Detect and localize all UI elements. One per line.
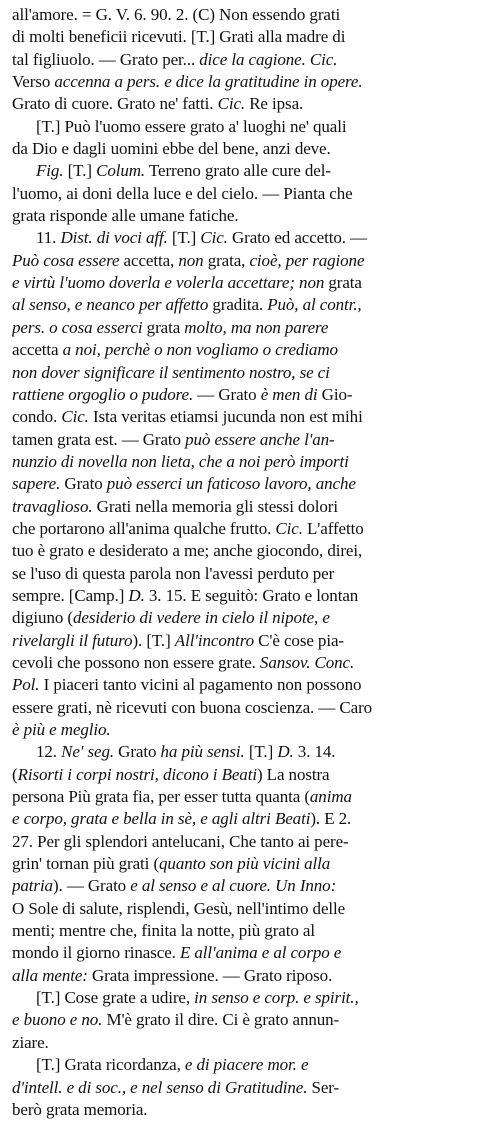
roman-text: [T.] <box>244 742 278 762</box>
italic-text: D. <box>277 742 294 762</box>
italic-text: Colum. <box>96 161 146 181</box>
text-line <box>12 160 468 182</box>
roman-text: 12. <box>36 742 62 762</box>
text-line <box>12 920 468 942</box>
italic-text: nunzio di novella non lieta, che a noi però importi <box>12 451 349 471</box>
text-line <box>12 473 468 495</box>
roman-text: accetta, <box>119 250 179 270</box>
text-line <box>12 272 468 294</box>
text-line <box>12 451 468 473</box>
text-line <box>12 853 468 875</box>
italic-text: Pol. <box>12 675 40 695</box>
roman-text: tuo è grato e desiderato a me; anche giocondo, direi, <box>12 541 363 561</box>
roman-text: Grati nella memoria gli stessi dolori <box>92 496 338 516</box>
text-line <box>12 719 468 741</box>
roman-text: all'amore. = G. V. 6. 90. 2. (C) Non essendo grati <box>12 5 341 24</box>
roman-text: I piaceri tanto vicini al pagamento non possono <box>39 675 362 695</box>
roman-text: Grato <box>60 474 107 494</box>
roman-text: Verso <box>12 72 55 92</box>
text-line <box>12 831 468 853</box>
text-line <box>12 1054 468 1076</box>
roman-text: Grata impressione. — Grato riposo. <box>87 965 333 985</box>
italic-text: può essere anche l'an- <box>185 429 335 449</box>
text-line <box>12 540 468 562</box>
roman-text: ) La nostra <box>256 764 330 784</box>
roman-text: Terreno grato alle cure del- <box>145 161 331 181</box>
text-line <box>12 607 468 629</box>
text-line <box>12 875 468 897</box>
roman-text: condo. <box>12 407 62 427</box>
text-line <box>12 1009 468 1031</box>
roman-text: C'è cose pia- <box>254 630 344 650</box>
italic-text: al senso, e neanco per affetto <box>12 295 209 315</box>
italic-text: D. <box>128 585 145 605</box>
text-line <box>12 741 468 763</box>
roman-text: che portarono all'anima qualche frutto. <box>12 518 276 538</box>
text-line <box>12 116 468 138</box>
italic-text: rattiene orgoglio o pudore. <box>12 384 194 404</box>
roman-text: ). — Grato <box>52 876 131 896</box>
italic-text: Può cosa essere <box>12 250 120 270</box>
text-line <box>12 563 468 585</box>
italic-text: e buono e no. <box>12 1010 103 1030</box>
italic-text: accenna a pers. e dice la gratitudine in opere. <box>54 72 363 92</box>
text-line <box>12 965 468 987</box>
text-line <box>12 1099 468 1121</box>
roman-text: 3. 15. E seguitò: Grato e lontan <box>144 585 359 605</box>
text-line <box>12 227 468 249</box>
italic-text: sapere. <box>12 474 61 494</box>
italic-text: non <box>178 250 204 270</box>
italic-text: Risorti i corpi nostri, dicono i Beati <box>17 764 257 784</box>
text-line <box>12 294 468 316</box>
roman-text: — Grato <box>193 384 261 404</box>
roman-text: [T.] Può l'uomo essere grato a' luoghi ne' quali <box>36 116 347 136</box>
italic-text: pers. o cosa esserci <box>12 317 143 337</box>
italic-text: Cic. <box>200 228 228 248</box>
text-line <box>12 674 468 696</box>
italic-text: anima <box>309 787 352 807</box>
text-line <box>12 898 468 920</box>
text-line <box>12 406 468 428</box>
italic-text: Sansov. Conc. <box>259 652 355 672</box>
roman-text: Re ipsa. <box>245 94 304 114</box>
text-line <box>12 71 468 93</box>
italic-text: è men di <box>260 384 318 404</box>
text-line <box>12 808 468 830</box>
roman-text: [T.] Grata ricordanza, <box>36 1055 185 1075</box>
roman-text: tal figliuolo. — Grato per... <box>12 49 200 69</box>
roman-text: Grato ed accetto. — <box>227 228 367 248</box>
text-line <box>12 362 468 384</box>
text-line <box>12 183 468 205</box>
italic-text: è più e meglio. <box>12 720 111 739</box>
text-line <box>12 697 468 719</box>
italic-text: non dover significare il sentimento nostro, se ci <box>12 362 330 382</box>
italic-text: e di piacere mor. e <box>184 1055 309 1075</box>
roman-text: ( <box>12 764 18 784</box>
roman-text: Gio- <box>317 384 353 404</box>
italic-text: Dist. di voci aff. <box>60 228 168 248</box>
text-line <box>12 4 468 26</box>
italic-text: patria <box>12 876 53 896</box>
roman-text: 11. <box>36 228 61 248</box>
text-line <box>12 317 468 339</box>
italic-text: quanto son più vicini alla <box>159 854 331 874</box>
italic-text: e corpo, grata e bella in sè, e agli altri Beati <box>12 809 311 829</box>
text-line <box>12 339 468 361</box>
italic-text: Può, al contr., <box>267 295 362 315</box>
italic-text: Cic. <box>275 518 303 538</box>
text-line <box>12 49 468 71</box>
roman-text: [T.] <box>63 161 97 181</box>
roman-text: gradita. <box>208 295 268 315</box>
text-line <box>12 1077 468 1099</box>
italic-text: travaglioso. <box>12 496 93 516</box>
italic-text: rivelargli il futuro <box>12 630 133 650</box>
italic-text: Ne' seg. <box>61 742 114 762</box>
roman-text: cevoli che possono non essere grate. <box>12 652 260 672</box>
roman-text: Grato <box>114 742 161 762</box>
roman-text: M'è grato il dire. Ci è grato annun- <box>102 1010 340 1030</box>
roman-text: 27. Per gli splendori antelucani, Che tanto ai pere- <box>12 831 349 851</box>
text-line <box>12 652 468 674</box>
text-line <box>12 250 468 272</box>
italic-text: molto, ma non parere <box>184 317 329 337</box>
text-line <box>12 1032 468 1054</box>
roman-text: L'affetto <box>302 518 364 538</box>
italic-text: E all'anima e al corpo e <box>179 943 342 963</box>
italic-text: Cic. <box>61 407 89 427</box>
roman-text: grata risponde alle umane fatiche. <box>12 206 239 226</box>
roman-text: [T.] <box>167 228 201 248</box>
text-line <box>12 630 468 652</box>
roman-text: grin' tornan più grati ( <box>12 854 160 874</box>
roman-text: digiuno ( <box>12 608 73 628</box>
text-line <box>12 496 468 518</box>
roman-text: accetta <box>12 340 63 360</box>
text-line <box>12 429 468 451</box>
text-line <box>12 384 468 406</box>
italic-text: Cic. <box>217 94 246 114</box>
roman-text: grata <box>324 273 362 293</box>
roman-text: menti; mentre che, finita la notte, più grato al <box>12 921 315 941</box>
italic-text: desiderio di vedere in cielo il nipote, e <box>72 608 330 628</box>
roman-text: Ista veritas etiamsi jucunda non est mihi <box>88 407 363 427</box>
italic-text: Fig. <box>36 161 64 181</box>
roman-text: tamen grata est. — Grato <box>12 429 186 449</box>
roman-text: 3. 14. <box>293 742 336 762</box>
text-line <box>12 93 468 115</box>
italic-text: All'incontro <box>174 630 255 650</box>
roman-text: ). [T.] <box>132 630 175 650</box>
roman-text: l'uomo, ai doni della luce e del cielo. — Pianta che <box>12 183 353 203</box>
italic-text: a noi, perchè o non vogliamo o crediamo <box>62 340 338 360</box>
italic-text: e al senso e al cuore. Un Inno: <box>130 876 337 896</box>
roman-text: Grato di cuore. Grato ne' fatti. <box>12 94 218 114</box>
roman-text: ziare. <box>12 1032 49 1052</box>
roman-text: persona Più grata fia, per esser tutta quanta ( <box>12 787 310 807</box>
roman-text: essere grati, nè ricevuti con buona coscienza. — Caro <box>12 697 373 717</box>
text-line <box>12 764 468 786</box>
text-line <box>12 518 468 540</box>
text-line <box>12 942 468 964</box>
roman-text: berò grata memoria. <box>12 1099 148 1119</box>
roman-text: da Dio e dagli uomini ebbe del bene, anzi deve. <box>12 139 331 159</box>
text-line <box>12 138 468 160</box>
text-line <box>12 26 468 48</box>
roman-text: mondo il giorno rinasce. <box>12 943 180 963</box>
italic-text: alla mente: <box>12 965 88 985</box>
italic-text: e virtù l'uomo doverla e volerla accettare; non <box>12 273 325 293</box>
text-column <box>12 4 468 1121</box>
roman-text: grata <box>142 317 185 337</box>
roman-text: di molti beneficii ricevuti. [T.] Grati alla madre di <box>12 27 346 47</box>
roman-text: Ser- <box>307 1077 340 1097</box>
italic-text: dice la cagione. Cic. <box>199 49 338 69</box>
text-line <box>12 786 468 808</box>
italic-text: in senso e corp. e spirit., <box>194 988 359 1008</box>
text-line <box>12 585 468 607</box>
roman-text: ). E 2. <box>310 809 352 829</box>
roman-text: O Sole di salute, risplendi, Gesù, nell'intimo delle <box>12 898 346 918</box>
italic-text: ha più sensi. <box>160 742 245 762</box>
roman-text: [T.] Cose grate a udire, <box>36 988 195 1008</box>
roman-text: sempre. [Camp.] <box>12 585 129 605</box>
roman-text: se l'uso di questa parola non l'avessi perduto per <box>12 563 335 583</box>
italic-text: cioè, per ragione <box>249 250 365 270</box>
text-line <box>12 205 468 227</box>
italic-text: può esserci un faticoso lavoro, anche <box>106 474 356 494</box>
roman-text: grata, <box>203 250 250 270</box>
text-line <box>12 987 468 1009</box>
italic-text: d'intell. e di soc., e nel senso di Gratitudine. <box>12 1077 308 1097</box>
